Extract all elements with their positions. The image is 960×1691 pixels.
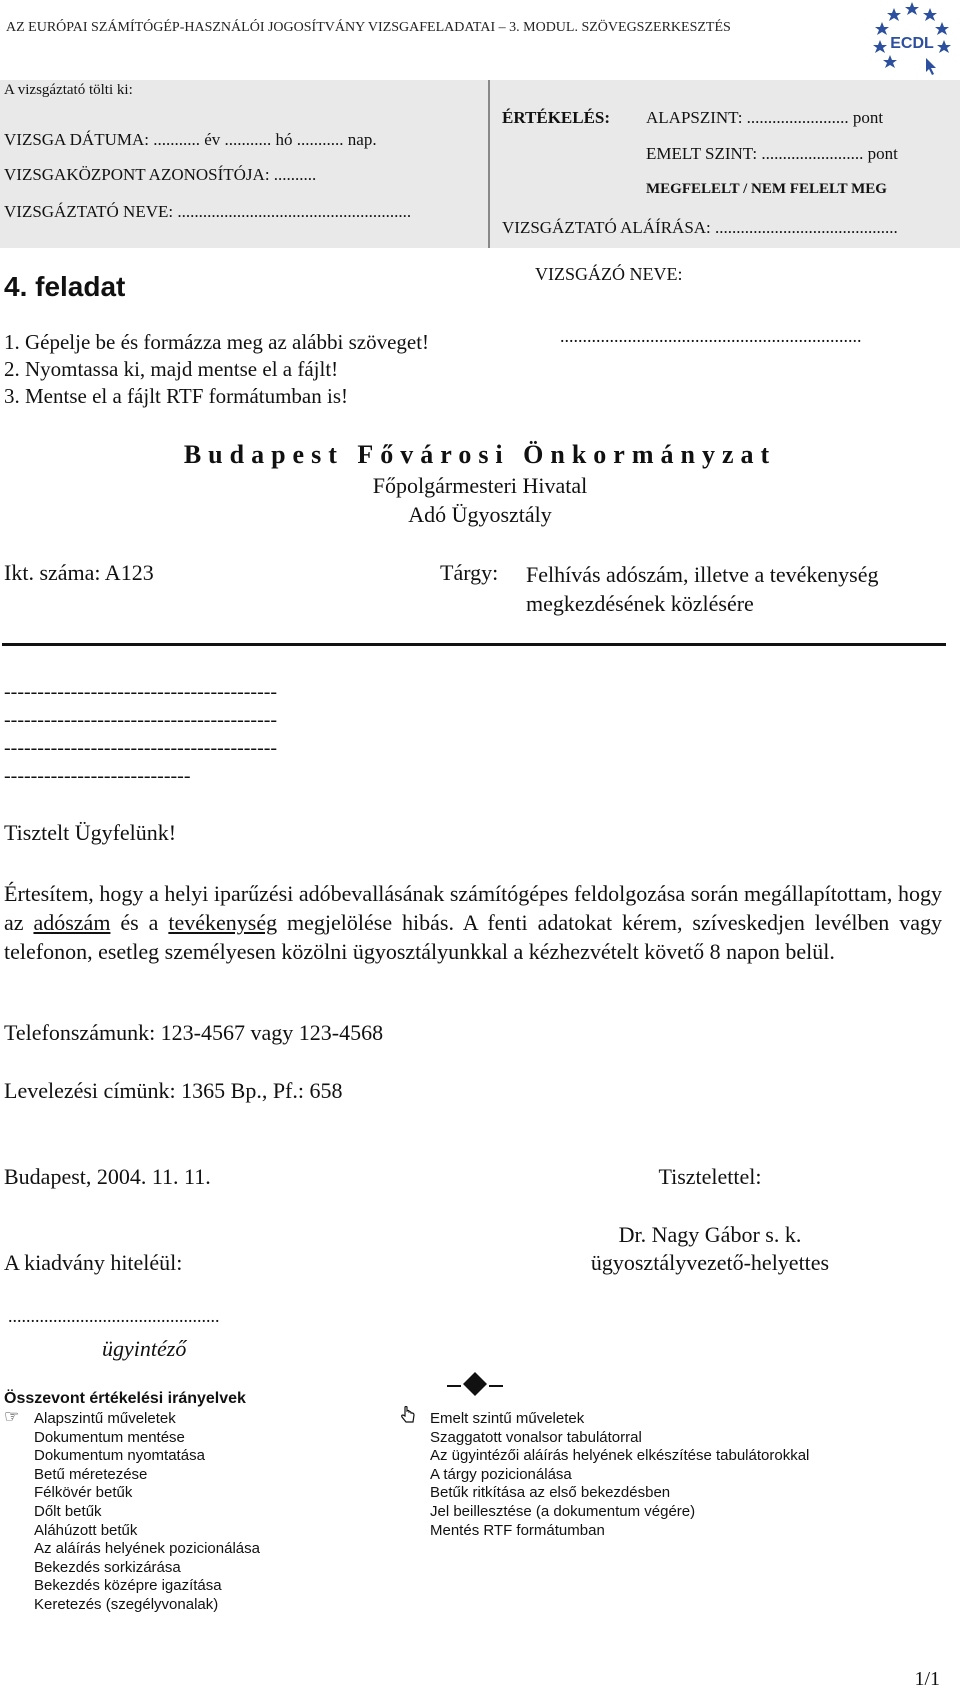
exam-date-field: VIZSGA DÁTUMA: ........... év ........... hó ........... nap.	[4, 130, 377, 149]
body-text-1: Értesítem, hogy a helyi iparűzési adóbevallásának számítógépes feldolgozása során megállapítottam, hogy az	[4, 881, 942, 935]
candidate-name-label: VIZSGÁZÓ NEVE:	[535, 264, 683, 284]
subject-label: Tárgy:	[440, 560, 499, 585]
phone-line: Telefonszámunk: 123-4567 vagy 123-4568	[4, 1020, 384, 1045]
evaluation-box-divider	[488, 80, 490, 248]
examiner-name-field: VIZSGÁZTATÓ NEVE: .......................................................	[4, 202, 412, 221]
task-title: 4. feladat	[4, 271, 126, 302]
list-item: Mentés RTF formátumban	[430, 1521, 605, 1539]
list-item: Alapszintű műveletek	[34, 1410, 176, 1427]
guidelines-title: Összevont értékelési irányelvek	[4, 1390, 246, 1407]
body-text-2: és a	[110, 910, 169, 935]
regards: Tisztelettel:	[658, 1164, 762, 1189]
reference-number: Ikt. száma: A123	[4, 560, 154, 585]
list-item: Betű méretezése	[34, 1465, 148, 1483]
certified-label: A kiadvány hiteléül:	[4, 1250, 183, 1275]
advanced-level-score: EMELT SZINT: ........................ pont	[646, 144, 898, 163]
examiner-signature-field: VIZSGÁZTATÓ ALÁÍRÁSA: ...........................................	[502, 218, 898, 237]
document-header-title: AZ EURÓPAI SZÁMÍTÓGÉP-HASZNÁLÓI JOGOSÍTVÁNY VIZSGAFELADATAI – 3. MODUL. SZÖVEGSZERKESZTÉS	[6, 20, 731, 35]
examiner-fill-heading: A vizsgáztató tölti ki:	[4, 82, 133, 98]
page-number: 1/1	[914, 1668, 940, 1690]
organization-name: Budapest Fővárosi Önkormányzat	[183, 440, 777, 469]
body-underlined-tevekenyseg: tevékenység	[168, 910, 278, 935]
list-item: Betűk ritkítása az első bekezdésben	[430, 1484, 671, 1502]
advanced-guidelines-list	[430, 1410, 809, 1540]
pass-fail-verdict: MEGFELELT / NEM FELELT MEG	[646, 181, 887, 197]
evaluation-label: ÉRTÉKELÉS:	[502, 108, 611, 127]
list-item: Bekezdés sorkizárása	[34, 1558, 181, 1576]
list-item: Az ügyintézői aláírás helyének elkészítése tabulátorokkal	[430, 1447, 810, 1465]
clerk-label: ügyintéző	[102, 1336, 187, 1361]
ecdl-logo	[864, 0, 960, 76]
clerk-signature-dots: ...............................................	[8, 1306, 220, 1326]
task-item-2: 2. Nyomtassa ki, majd mentse el a fájlt!	[4, 357, 339, 381]
list-item: Dokumentum mentése	[34, 1428, 185, 1446]
body-paragraph	[4, 879, 942, 966]
subject-text: Felhívás adószám, illetve a tevékenység megkezdésének közlésére	[526, 562, 879, 616]
dashed-line-3: -----------------------------------------	[4, 737, 278, 759]
horizontal-rule	[2, 643, 946, 646]
dashed-line-4: ----------------------------	[4, 765, 191, 787]
list-item: Keretezés (szegélyvonalak)	[34, 1595, 219, 1613]
list-item: A tárgy pozicionálása	[430, 1465, 572, 1483]
svg-text:ECDL: ECDL	[890, 35, 934, 52]
organization-office: Főpolgármesteri Hivatal	[372, 473, 588, 498]
greeting: Tisztelt Ügyfelünk!	[4, 820, 177, 845]
dashed-line-2: -----------------------------------------	[4, 709, 278, 731]
dashed-line-1: -----------------------------------------	[4, 681, 278, 703]
pointing-hand-up-icon	[400, 1406, 416, 1429]
body-underlined-adoszam: adószám	[33, 910, 111, 935]
list-item: Bekezdés középre igazítása	[34, 1577, 222, 1595]
body-text-3: megjelölése hibás. A fenti adatokat kérem, szíveskedjen levélben vagy telefonon, esetleg személyesen közölni ügyosztályunkkal a kézhezvételt követő 8 napon belül.	[4, 910, 943, 964]
list-item: Aláhúzott betűk	[34, 1521, 138, 1539]
list-item: Jel beillesztése (a dokumentum végére)	[430, 1502, 696, 1520]
list-item: Dőlt betűk	[34, 1502, 102, 1520]
pointing-hand-icon: ☞	[4, 1407, 20, 1426]
task-item-1: 1. Gépelje be és formázza meg az alábbi szöveget!	[4, 330, 430, 354]
list-item: Emelt szintű műveletek	[430, 1410, 585, 1427]
address-line: Levelezési címünk: 1365 Bp., Pf.: 658	[4, 1078, 343, 1103]
basic-level-score: ALAPSZINT: ........................ pont	[646, 108, 884, 127]
list-item: Dokumentum nyomtatása	[34, 1447, 205, 1465]
signer-name: Dr. Nagy Gábor s. k.	[618, 1222, 802, 1247]
list-item: Szaggatott vonalsor tabulátorral	[430, 1428, 642, 1446]
organization-department: Adó Ügyosztály	[408, 502, 552, 527]
task-item-3: 3. Mentse el a fájlt RTF formátumban is!	[4, 384, 348, 408]
exam-center-id-field: VIZSGAKÖZPONT AZONOSÍTÓJA: ..........	[4, 165, 317, 184]
list-item: Félkövér betűk	[34, 1484, 133, 1502]
list-item: Az aláírás helyének pozicionálása	[34, 1540, 260, 1558]
candidate-name-dots: ...................................................................	[560, 326, 862, 346]
diamond-symbol-icon	[447, 1368, 507, 1396]
place-and-date: Budapest, 2004. 11. 11.	[4, 1164, 211, 1189]
basic-guidelines-list	[34, 1410, 260, 1615]
signer-title: ügyosztályvezető-helyettes	[590, 1250, 830, 1275]
